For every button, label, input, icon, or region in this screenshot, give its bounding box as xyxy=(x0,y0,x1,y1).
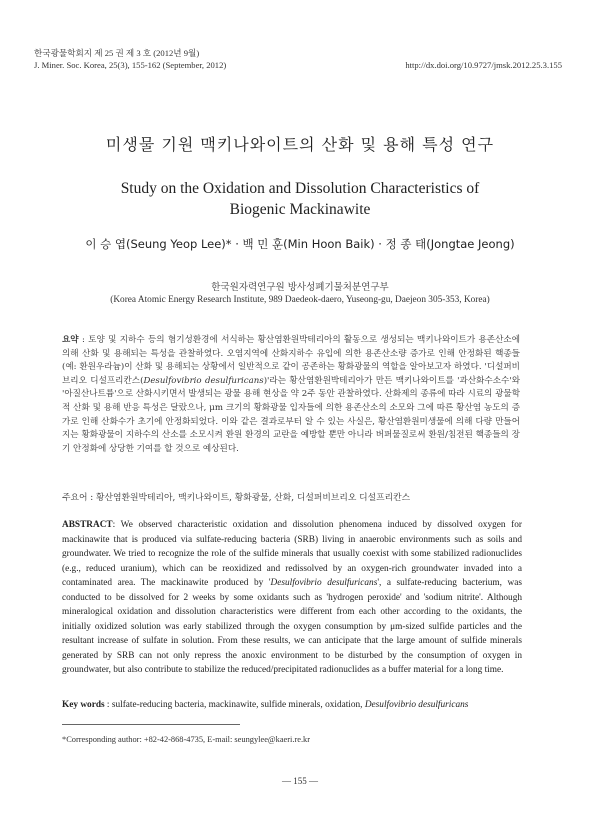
abstract-english-label: ABSTRACT xyxy=(62,520,113,530)
title-english-line2: Biogenic Mackinawite xyxy=(229,201,371,218)
footnote-divider xyxy=(62,724,240,725)
author-list: 이 승 엽(Seung Yeop Lee)* · 백 민 훈(Min Hoon Baik) · 정 종 태(Jongtae Jeong) xyxy=(85,237,515,251)
abstract-english-text-2: ', a sulfate-reducing bacterium, was conducted to be dissolved for 2 weeks by some oxidants such as 'hydrogen peroxide' and 'sodium nitrite'. Although mineralogical oxidation and dissolution characteristics were different from each other according to the oxidants, the initially oxidized solution was early stabilized through the oxygen consumption by μm-sized sulfide particles and the resultant increase of sulfate in solution. From these results, we can anticipate that the large amount of sulfide minerals generated by SRB can not only repress the anoxic environment to be disturbed by the consumption of oxygen in groundwater, but also contribute to stabilize the reduced/precipitated radionuclides as a buffer material for a long time. xyxy=(62,578,522,675)
abstract-korean-text-1: : 토양 및 지하수 등의 혐기성환경에 서식하는 황산염환원박테리아의 활동으로 생성되는 맥키나와이트가 용존산소에 의해 산화 및 용해되는 특성을 관찰하였다. 오염지역에 산화지하수 유입에 의한 용존산소량 증가로 인해 안정화된 핵종들(예: 환원우라늄)이 산화 및 용해되는 상황에서 일반적으로 같이 공존하는 황화광물의 역할을 알아보고자 하였다. '디설퍼비브리오 디설프리칸스( xyxy=(62,335,520,386)
abstract-korean xyxy=(62,334,520,456)
keywords-korean-label: 주요어 xyxy=(62,493,88,503)
journal-header-english: J. Miner. Soc. Korea, 25(3), 155-162 (September, 2012) xyxy=(34,60,227,70)
journal-header-korean: 한국광물학회지 제 25 권 제 3 호 (2012년 9월) xyxy=(34,48,200,58)
title-english-line1: Study on the Oxidation and Dissolution Characteristics of xyxy=(120,180,480,197)
affiliation-english: (Korea Atomic Energy Research Institute, 989 Daedeok-daero, Yuseong-gu, Daejeon 305-353, Korea) xyxy=(110,295,490,305)
keywords-korean xyxy=(62,490,520,503)
abstract-english-text-1: : We observed characteristic oxidation and dissolution phenomena induced by dissolved oxygen for mackinawite that is produced via sulfate-reducing bacteria (SRB) living in anaerobic environments such as soils and groundwater. We tried to recognize the role of the sulfide minerals that usually coexist with some stabilized radionuclides (e.g., reduced uranium), which can be reoxidized and redissolved by an oxygen-rich groundwater invaded into a contaminated area. The mackinawite produced by ' xyxy=(62,520,522,588)
title-korean: 미생물 기원 맥키나와이트의 산화 및 용해 특성 연구 xyxy=(105,135,495,154)
title-english xyxy=(60,178,540,220)
abstract-korean-label: 요약 xyxy=(62,335,79,345)
keywords-english-text: : sulfate-reducing bacteria, mackinawite, sulfide minerals, oxidation, xyxy=(104,700,365,710)
abstract-korean-species: Desulfovibrio desulfuricans xyxy=(143,375,264,386)
keywords-english-species: Desulfovibrio desulfuricans xyxy=(364,700,469,710)
abstract-english-species: Desulfovibrio desulfuricans xyxy=(270,578,378,588)
doi-link[interactable]: http://dx.doi.org/10.9727/jmsk.2012.25.3.155 xyxy=(405,60,562,70)
keywords-english xyxy=(62,700,522,710)
affiliation-korean: 한국원자력연구원 방사성폐기물처분연구부 xyxy=(211,282,389,293)
abstract-korean-text-2: )'라는 황산염환원박테리아가 만든 맥키나와이트를 '과산화수소수'와 '아질산나트륨'으로 산화시키면서 발생되는 광물 용해 현상을 약 2주 동안 관찰하였다. 산화제의 종류에 따라 시료의 광물학적 산화 및 용해 반응 특성은 달랐으나, μm 크기의 황화광물 입자들에 의한 용존산소의 소모와 그에 따른 황산염 농도의 증가로 인해 산화수가 초기에 안정화되었다. 이와 같은 결과로부터 알 수 있는 사실은, 황산염환원미생물에 의해 다량 만들어지는 황화광물이 지하수의 산소를 소모시켜 환원 환경의 교란을 예방할 뿐만 아니라 버퍼물질로써 환원/침전된 핵종들의 장기 안정화에 상당한 기여를 할 것으로 예상된다. xyxy=(62,375,520,454)
corresponding-author-footnote: *Corresponding author: +82-42-868-4735, E-mail: seungylee@kaeri.re.kr xyxy=(62,735,311,744)
keywords-english-label: Key words xyxy=(62,700,105,710)
abstract-english xyxy=(62,518,522,678)
keywords-korean-text: : 황산염환원박테리아, 맥키나와이트, 황화광물, 산화, 디설퍼비브리오 디설프리칸스 xyxy=(87,493,411,503)
page-number: — 155 — xyxy=(282,776,318,786)
